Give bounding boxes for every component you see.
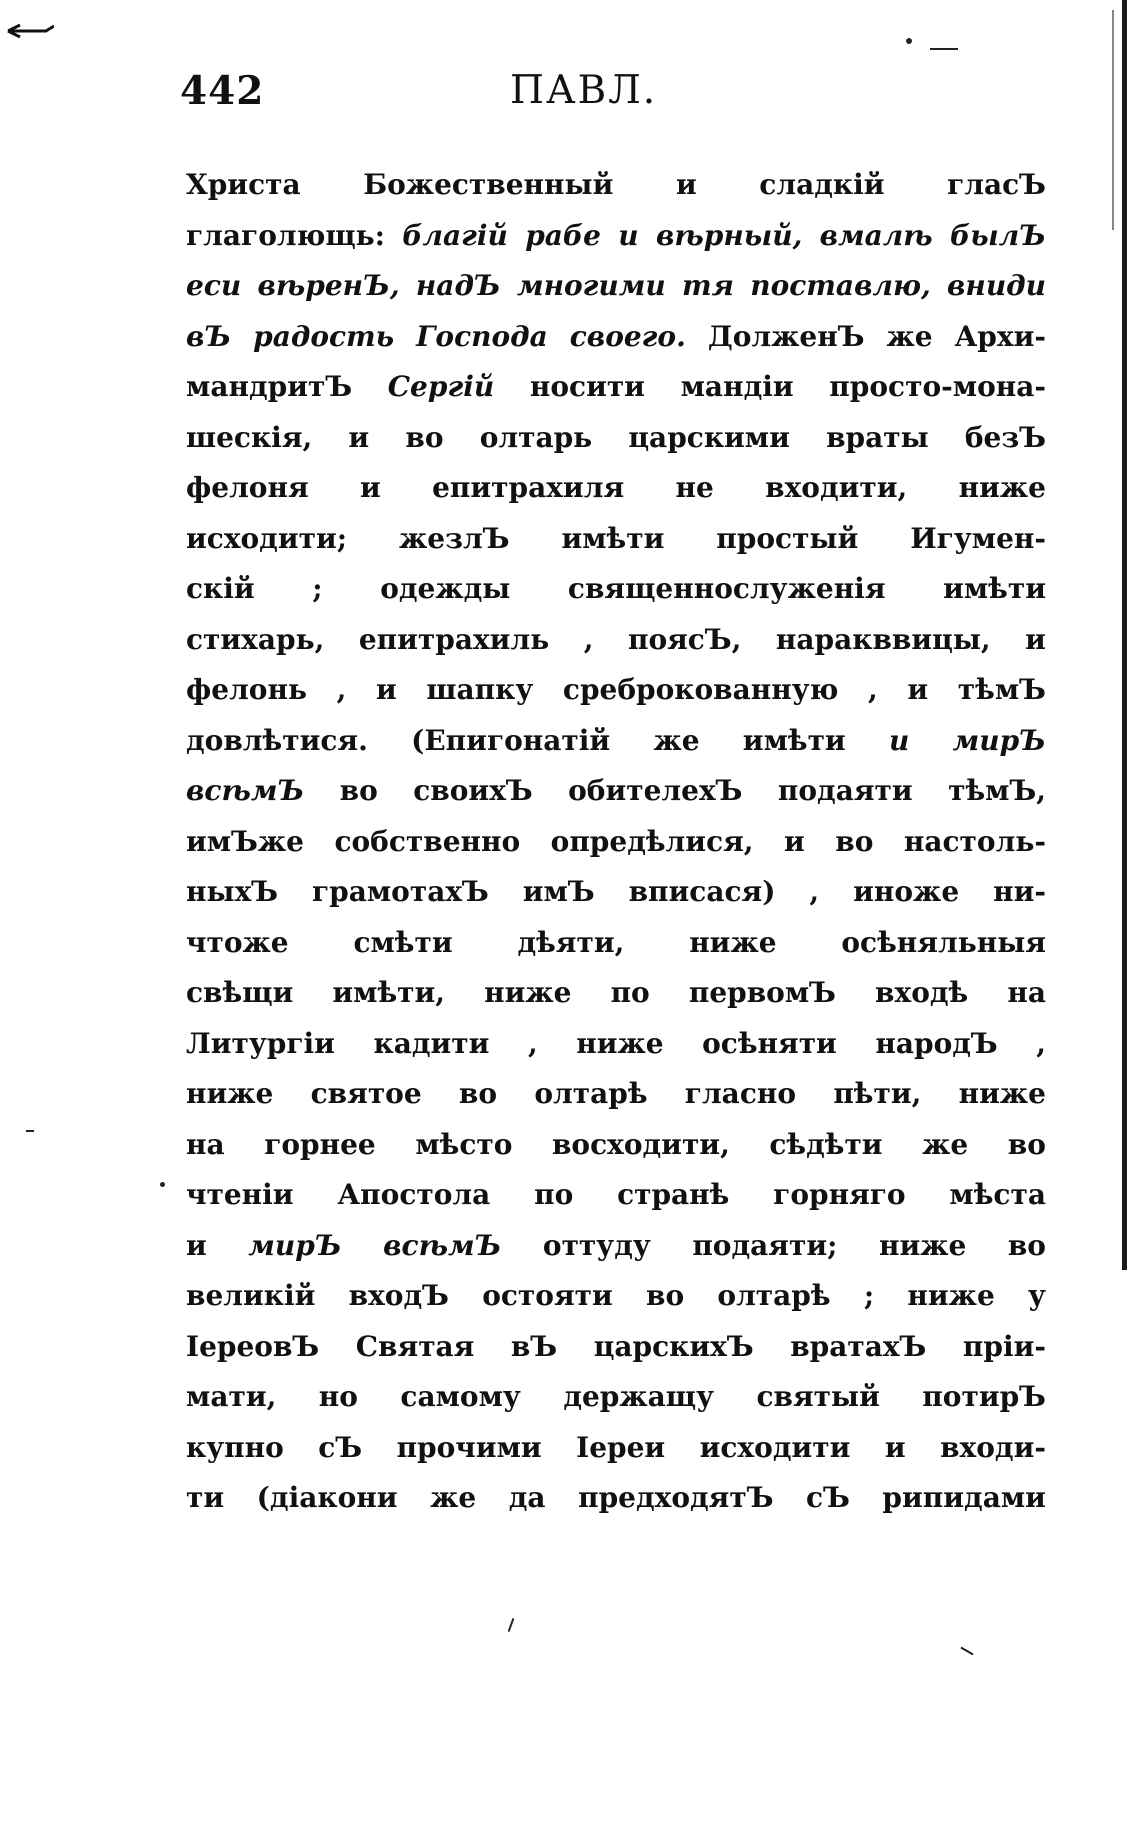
word: собственно — [334, 824, 521, 858]
text-line — [186, 261, 1046, 312]
word: среброкованную — [562, 673, 839, 706]
word: просто-мона- — [829, 370, 1046, 403]
word: ниже — [907, 1279, 995, 1312]
word: исходити; — [186, 521, 348, 555]
corner-arrow-mark — [6, 24, 54, 38]
word: гласно — [684, 1077, 797, 1110]
word: кадити — [373, 1026, 490, 1060]
word: имѣти — [943, 572, 1046, 605]
word: вЪ — [510, 1329, 558, 1363]
word: Апостола — [337, 1178, 491, 1211]
word: поясЪ, — [627, 622, 742, 656]
word: и — [884, 1430, 906, 1464]
word: горнее — [264, 1127, 376, 1161]
word: во — [405, 420, 444, 454]
word: олтарѣ — [534, 1077, 648, 1110]
word: ти — [186, 1481, 225, 1514]
text-line — [186, 615, 1046, 666]
word: стихарь, — [186, 622, 325, 656]
word: враты — [826, 420, 929, 454]
word: и — [888, 723, 910, 757]
text-line — [186, 716, 1046, 767]
text-line — [186, 1170, 1046, 1221]
word: восходити, — [551, 1127, 730, 1161]
page-header — [180, 68, 1040, 118]
page-edge-border — [1122, 0, 1127, 1270]
text-line — [186, 867, 1046, 918]
word: и — [1025, 622, 1046, 656]
word: странѣ — [617, 1178, 730, 1211]
text-line — [186, 1069, 1046, 1120]
word: Іереи — [576, 1430, 666, 1464]
word: подаяти; — [692, 1228, 838, 1262]
page-number: 442 — [180, 68, 265, 114]
word: и — [784, 824, 805, 858]
word: мирЪ — [952, 723, 1046, 757]
word: не — [675, 471, 714, 504]
word: , — [809, 875, 820, 908]
ink-speck — [26, 1130, 34, 1132]
word: радость — [253, 319, 395, 353]
text-line — [186, 1473, 1046, 1524]
word: же — [430, 1481, 477, 1514]
text-line — [186, 1271, 1046, 1322]
word: во — [1007, 1127, 1046, 1161]
word: иноже — [853, 875, 960, 908]
word: всѣмЪ — [186, 774, 305, 807]
word: безЪ — [964, 420, 1046, 454]
word: чтеніи — [186, 1178, 294, 1211]
word: , — [527, 1026, 538, 1060]
word: предходятЪ — [578, 1481, 774, 1514]
word: же — [886, 319, 933, 353]
word: ІереовЪ — [186, 1329, 320, 1363]
word: и — [907, 673, 929, 706]
word: (Епигонатій — [411, 723, 611, 757]
word: самому — [400, 1380, 521, 1413]
word: обителехЪ — [568, 774, 743, 807]
word: входи- — [940, 1430, 1046, 1464]
word: сладкій — [759, 168, 885, 201]
word: ниже — [958, 1077, 1046, 1110]
word: своего. — [569, 319, 686, 353]
word: свѣщи — [186, 976, 294, 1009]
word: вѣренЪ, — [257, 269, 400, 302]
word: епитрахиля — [432, 471, 625, 504]
word: тѣмЪ — [957, 673, 1046, 706]
word: пріи- — [962, 1329, 1046, 1363]
word: имѣти — [561, 521, 665, 555]
word: ниже — [484, 976, 572, 1009]
word: Сергій — [387, 370, 495, 403]
ink-speck — [160, 1182, 165, 1187]
word: и — [675, 168, 697, 201]
word: простый — [716, 521, 859, 555]
ink-speck — [960, 1647, 973, 1656]
word: всѣмЪ — [383, 1228, 502, 1262]
word: ниже — [689, 925, 777, 959]
word: дѣяти, — [517, 925, 625, 959]
word: (діакони — [256, 1481, 398, 1514]
word: входити, — [765, 471, 908, 504]
word: сЪ — [806, 1481, 850, 1514]
word: , — [336, 673, 347, 706]
text-line — [186, 514, 1046, 565]
word: наракввицы, — [775, 622, 991, 656]
word: священнослуженія — [567, 572, 886, 605]
word: имѣти — [742, 723, 846, 757]
word: Божественный — [363, 168, 614, 201]
word: ; — [312, 572, 323, 605]
word: ниже — [186, 1077, 274, 1110]
text-line — [186, 918, 1046, 969]
word: да — [508, 1481, 546, 1514]
word: олтарь — [479, 420, 593, 454]
word: Господа — [416, 319, 548, 353]
word: ниже — [878, 1228, 967, 1262]
word: сЪ — [318, 1430, 363, 1464]
word: многими — [516, 269, 666, 302]
page-edge-shadow — [1112, 10, 1114, 230]
word: входѣ — [875, 976, 969, 1009]
word: прочими — [396, 1430, 542, 1464]
word: горняго — [773, 1178, 906, 1211]
text-line — [186, 1221, 1046, 1272]
word: тѣмЪ, — [948, 774, 1046, 807]
word: ниже — [576, 1026, 664, 1060]
word: Христа — [186, 168, 301, 201]
running-title: ПАВЛ. — [510, 68, 658, 113]
text-line — [186, 1120, 1046, 1171]
word: гласЪ — [947, 168, 1046, 201]
word: Литургіи — [186, 1026, 335, 1060]
word: вЪ — [186, 319, 232, 353]
word: же — [653, 723, 700, 757]
word: вѣрный, — [655, 218, 803, 252]
word: , — [1036, 1026, 1046, 1060]
word: носити — [529, 370, 645, 403]
word: во — [1007, 1228, 1046, 1262]
word: царскихЪ — [593, 1329, 754, 1363]
word: на — [1007, 976, 1046, 1009]
word: у — [1028, 1279, 1046, 1312]
word: довлѣтися. — [186, 723, 368, 757]
word: надЪ — [415, 269, 501, 302]
word: скій — [186, 572, 255, 605]
word: и — [375, 673, 397, 706]
word: чтоже — [186, 925, 289, 959]
word: же — [922, 1127, 969, 1161]
word: мирЪ — [248, 1228, 342, 1262]
word: поставлю, — [750, 269, 931, 302]
text-line — [186, 1019, 1046, 1070]
word: сѣдѣти — [769, 1127, 883, 1161]
word: осѣняльныя — [841, 925, 1046, 959]
ink-speck — [930, 48, 958, 50]
word: грамотахЪ — [311, 875, 489, 908]
word: ныхЪ — [186, 875, 279, 908]
word: мѣста — [949, 1178, 1046, 1211]
text-line — [186, 362, 1046, 413]
word: во — [646, 1279, 685, 1312]
word: держащу — [563, 1380, 715, 1413]
word: Архи- — [954, 319, 1046, 353]
word: жезлЪ — [399, 521, 510, 555]
word: первомЪ — [688, 976, 836, 1009]
word: пѣти, — [833, 1077, 922, 1110]
word: вниди — [947, 269, 1046, 302]
word: и — [618, 218, 639, 252]
word: смѣти — [353, 925, 453, 959]
body-text — [186, 160, 1046, 1524]
word: настоль- — [903, 824, 1046, 858]
word: исходити — [699, 1430, 851, 1464]
text-line — [186, 766, 1046, 817]
word: глаголющь: — [186, 218, 385, 252]
word: во — [835, 824, 874, 858]
word: по — [610, 976, 650, 1009]
word: мѣсто — [415, 1127, 513, 1161]
word: фелонь — [186, 673, 307, 706]
word: по — [534, 1178, 574, 1211]
word: рипидами — [882, 1481, 1046, 1514]
text-line — [186, 1372, 1046, 1423]
ink-speck — [906, 38, 912, 44]
ink-speck — [508, 1618, 515, 1632]
word: во — [458, 1077, 498, 1110]
text-line — [186, 968, 1046, 1019]
word: оттуду — [542, 1228, 651, 1262]
word: царскими — [628, 420, 790, 454]
word: подаяти — [777, 774, 913, 807]
word: потирЪ — [922, 1380, 1046, 1413]
word: шескія, — [186, 420, 313, 454]
text-line — [186, 312, 1046, 363]
word: великій — [186, 1279, 316, 1312]
word: шапку — [426, 673, 534, 706]
text-line — [186, 564, 1046, 615]
word: , — [868, 673, 878, 706]
word: ; — [863, 1279, 875, 1312]
text-line — [186, 817, 1046, 868]
word: но — [318, 1380, 358, 1413]
word: ДолженЪ — [707, 319, 865, 353]
word: вмалѣ — [819, 218, 933, 252]
text-line — [186, 665, 1046, 716]
word: еси — [186, 269, 242, 302]
word: Игумен- — [910, 521, 1046, 555]
word: , — [583, 622, 594, 656]
word: и — [348, 420, 370, 454]
word: на — [186, 1127, 225, 1161]
word: и — [186, 1228, 207, 1262]
word: епитрахиль — [358, 622, 550, 656]
word: входЪ — [348, 1279, 449, 1312]
word: вписася) — [628, 875, 776, 908]
word: ни- — [993, 875, 1046, 908]
word: во — [339, 774, 378, 807]
word: Святая — [355, 1329, 475, 1363]
word: былЪ — [950, 218, 1046, 252]
word: тя — [682, 269, 734, 302]
word: и — [360, 471, 381, 504]
text-line — [186, 413, 1046, 464]
word: рабе — [525, 218, 601, 252]
word: народЪ — [875, 1026, 998, 1060]
word: фелоня — [186, 471, 309, 504]
word: вратахЪ — [790, 1329, 927, 1363]
word: мандритЪ — [186, 370, 353, 403]
word: купно — [186, 1430, 284, 1464]
word: ниже — [958, 471, 1046, 504]
word: имЪ — [522, 875, 595, 908]
text-line — [186, 160, 1046, 211]
word: олтарѣ — [717, 1279, 831, 1312]
text-line — [186, 1423, 1046, 1474]
word: мати, — [186, 1380, 277, 1413]
word: мандіи — [680, 370, 794, 403]
word: осѣняти — [702, 1026, 837, 1060]
word: благій — [402, 218, 508, 252]
word: святое — [310, 1077, 422, 1110]
text-line — [186, 1322, 1046, 1373]
text-line — [186, 211, 1046, 262]
word: своихЪ — [413, 774, 533, 807]
text-line — [186, 463, 1046, 514]
word: опредѣлися, — [550, 824, 754, 858]
word: имЪже — [186, 824, 304, 858]
word: святый — [756, 1380, 880, 1413]
word: остояти — [482, 1279, 613, 1312]
word: имѣти, — [332, 976, 446, 1009]
word: одежды — [380, 572, 511, 605]
